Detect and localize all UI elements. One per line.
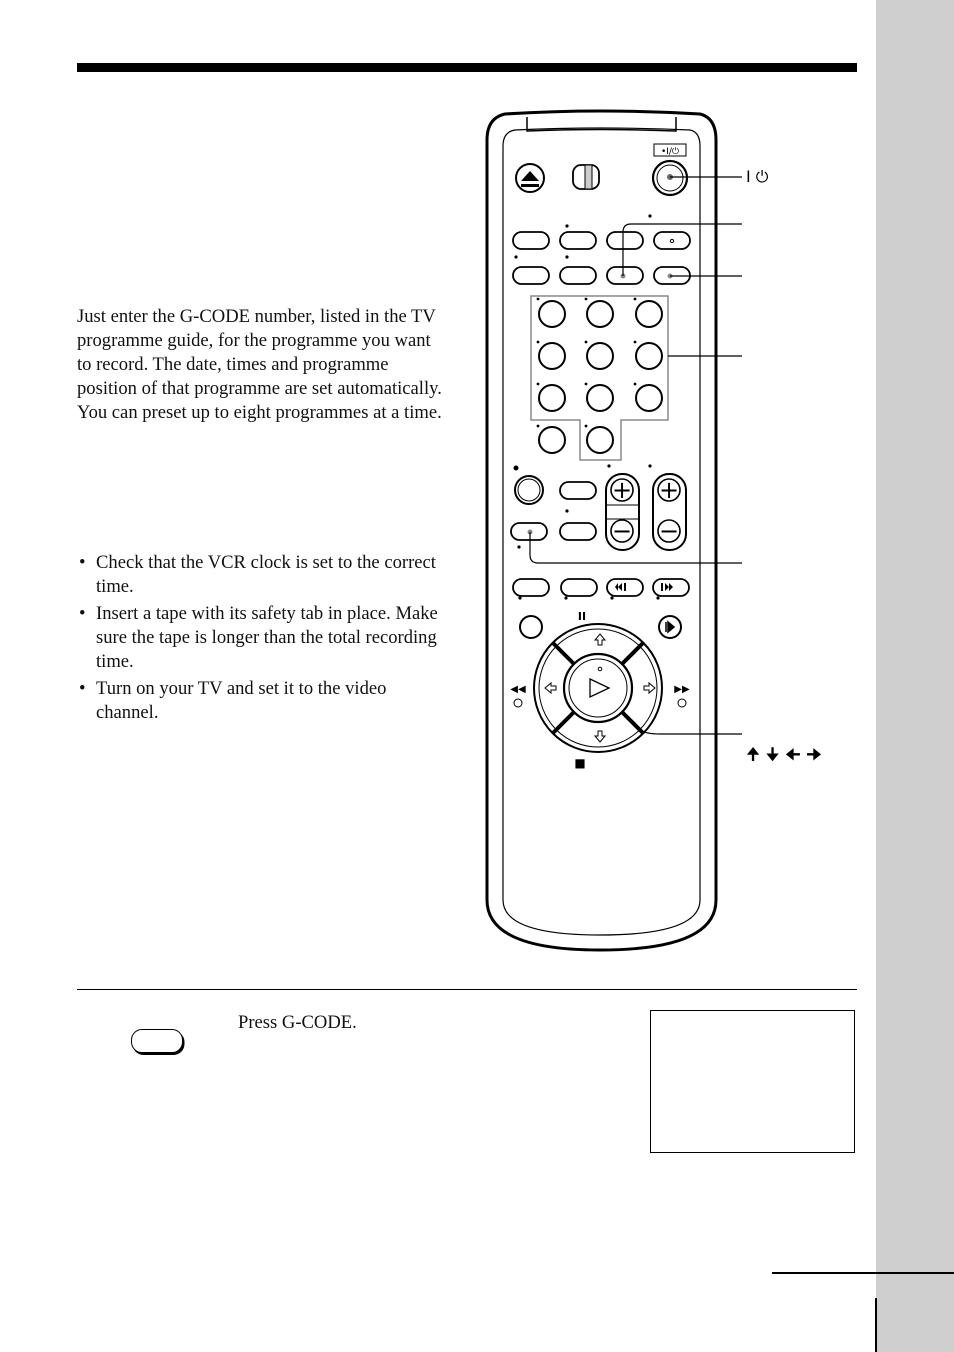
intro-paragraph: Just enter the G-CODE number, listed in the TV programme guide, for the programme you want to record. The date, times and programme position of that programme are set automatically. You can preset up to eight programmes at a time.	[77, 306, 442, 423]
pause-button	[520, 616, 542, 638]
checklist-item: • Turn on your TV and set it to the video channel.	[79, 678, 387, 723]
svg-text:+: +	[611, 476, 633, 504]
power-callout: I ⏻	[746, 167, 769, 186]
svg-text:II: II	[577, 610, 587, 623]
checklist-item: • Check that the VCR clock is set to the correct time.	[79, 552, 436, 597]
svg-text:■: ■	[574, 756, 586, 770]
preparation-checklist	[77, 551, 449, 728]
svg-text:▶▶: ▶▶	[674, 684, 690, 695]
page-edge-rule	[875, 1298, 877, 1352]
svg-text:+: +	[658, 476, 680, 504]
section-top-rule	[77, 63, 857, 72]
checklist-item: • Insert a tape with its safety tab in place. Make sure the tape is longer than the total recording time.	[79, 603, 438, 672]
svg-text:−: −	[658, 517, 680, 545]
continued-rule	[772, 1272, 954, 1274]
step-instruction: Press G-CODE.	[238, 1012, 357, 1033]
bullet: •	[79, 603, 86, 624]
remote-control-illustration	[470, 100, 860, 960]
svg-text:−: −	[611, 517, 633, 545]
svg-text:•I/⏻: •I/⏻	[660, 147, 680, 157]
tv-screen-display	[650, 1010, 855, 1153]
svg-text:◀◀: ◀◀	[510, 684, 526, 695]
bullet: •	[79, 678, 86, 699]
g-code-button-icon	[131, 1029, 183, 1053]
bullet: •	[79, 552, 86, 573]
arrow-keys-callout: 🠉 🠋 🠈 🠊	[746, 745, 822, 765]
step-divider	[77, 989, 857, 990]
chapter-side-tab	[876, 0, 954, 1352]
